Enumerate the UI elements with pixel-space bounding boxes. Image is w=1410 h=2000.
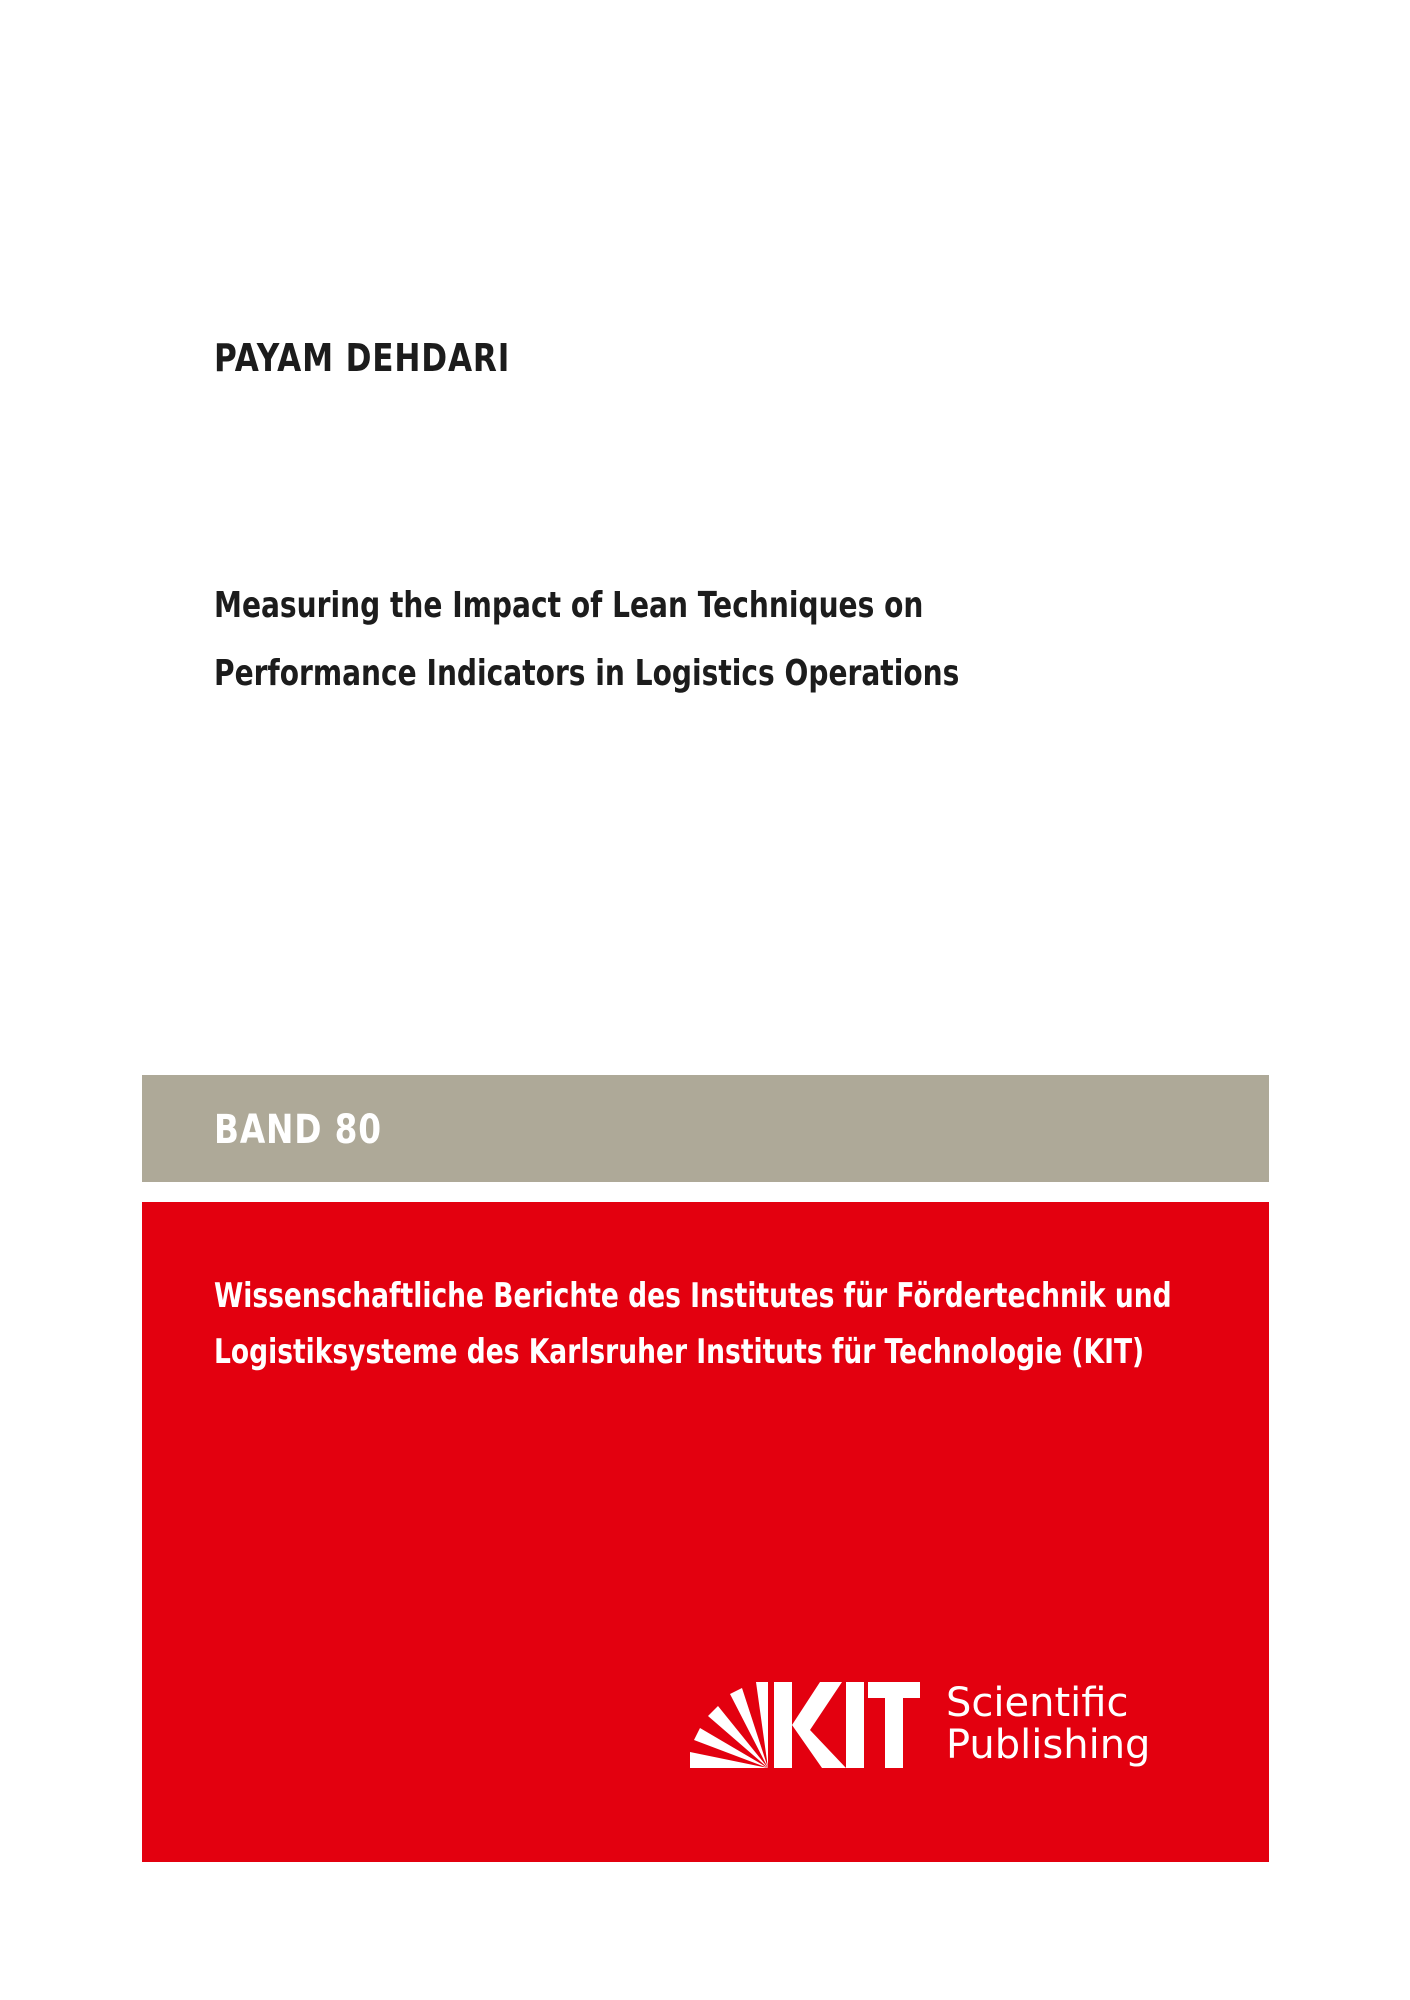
series-title-line-2: Logistiksysteme des Karlsruher Instituts für Technologie (KIT) <box>214 1332 1145 1372</box>
band-bar <box>142 1075 1269 1182</box>
kit-logo-mark-text: KIT <box>690 1667 715 1686</box>
band-number: BAND 80 <box>214 1107 382 1153</box>
logo-wordmark <box>946 1682 1150 1766</box>
series-title <box>214 1268 1172 1380</box>
book-title-line-2: Performance Indicators in Logistics Operations <box>214 653 960 694</box>
logo-line-2: Publishing <box>946 1722 1151 1768</box>
series-panel <box>142 1202 1269 1862</box>
book-title <box>214 572 994 708</box>
logo-line-1: Scientific <box>946 1680 1129 1726</box>
kit-scientific-publishing-logo <box>690 1667 1190 1792</box>
kit-logo-icon <box>690 1667 920 1768</box>
book-title-line-1: Measuring the Impact of Lean Techniques on <box>214 585 924 626</box>
series-title-line-1: Wissenschaftliche Berichte des Institutes für Fördertechnik und <box>214 1276 1172 1316</box>
author-name: PAYAM DEHDARI <box>214 336 511 380</box>
